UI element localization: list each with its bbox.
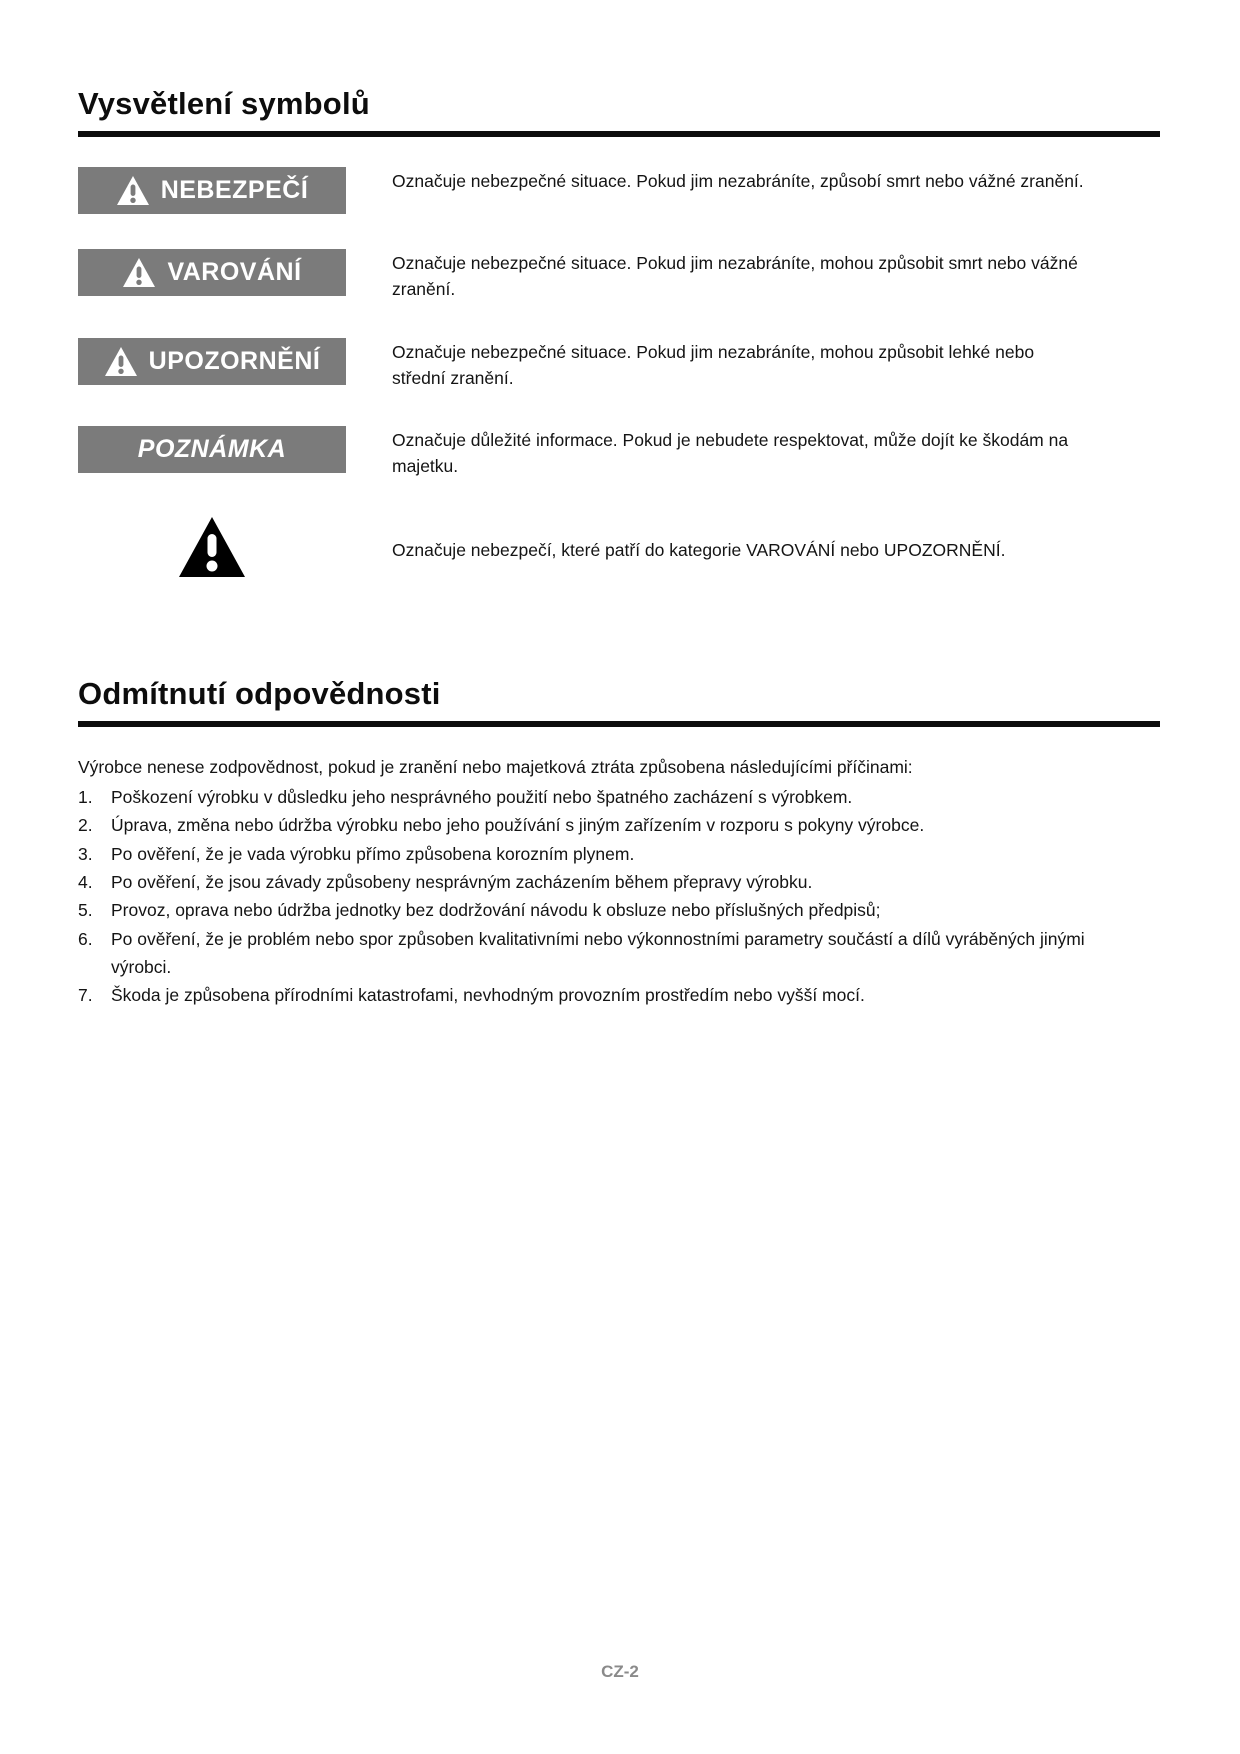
note-label: POZNÁMKA — [137, 435, 287, 463]
warning-triangle-icon — [122, 257, 156, 288]
symbols-list — [78, 167, 1160, 584]
danger-label: NEBEZPEČÍ — [160, 176, 309, 204]
list-item-text: Po ověření, že je problém nebo spor způsoben kvalitativními nebo výkonnostními parametry součástí a dílů vyráběných jinými výrobci. — [111, 928, 1085, 977]
caution-label: UPOZORNĚNÍ — [148, 346, 321, 375]
list-item — [78, 868, 1160, 896]
list-item — [78, 811, 1160, 839]
disclaimer-intro: Výrobce nenese zodpovědnost, pokud je zranění nebo majetková ztráta způsobena následujícími příčinami: — [78, 756, 913, 777]
list-item-number: 7. — [78, 985, 93, 1006]
list-item — [78, 981, 1160, 1009]
warning-label-box — [78, 249, 346, 296]
disclaimer-section — [78, 676, 1160, 1010]
caution-description: Označuje nebezpečné situace. Pokud jim nezabráníte, mohou způsobit lehké nebo střední zranění. — [392, 341, 1035, 388]
list-item-number: 1. — [78, 786, 93, 807]
big-symbol-cell — [78, 515, 346, 584]
warning-description: Označuje nebezpečné situace. Pokud jim nezabráníte, mohou způsobit smrt nebo vážné zranění. — [392, 253, 1078, 300]
disclaimer-body — [78, 753, 1160, 1010]
list-item — [78, 783, 1160, 811]
list-item-number: 4. — [78, 871, 93, 892]
list-item-number: 2. — [78, 815, 93, 836]
warning-triangle-icon — [116, 175, 150, 206]
list-item-text: Škoda je způsobena přírodními katastrofami, nevhodným provozním prostředím nebo vyšší mocí. — [111, 985, 865, 1006]
danger-label-box — [78, 167, 346, 214]
symbols-section-title: Vysvětlení symbolů — [78, 86, 1160, 137]
symbol-row-note — [78, 426, 1160, 480]
disclaimer-section-title: Odmítnutí odpovědnosti — [78, 676, 1160, 727]
list-item-text: Po ověření, že je vada výrobku přímo způsobena korozním plynem. — [111, 843, 635, 864]
symbol-row-caution — [78, 338, 1160, 392]
warning-triangle-icon — [104, 346, 138, 377]
danger-description: Označuje nebezpečné situace. Pokud jim nezabráníte, způsobí smrt nebo vážné zranění. — [392, 171, 1084, 191]
list-item-number: 3. — [78, 843, 93, 864]
list-item-number: 6. — [78, 928, 93, 949]
warning-label: VAROVÁNÍ — [167, 258, 302, 286]
list-item — [78, 925, 1160, 982]
symbol-row-generic-hazard — [78, 515, 1160, 584]
list-item — [78, 840, 1160, 868]
page-number: CZ-2 — [601, 1662, 639, 1681]
warning-triangle-icon — [177, 515, 247, 584]
note-label-box — [78, 426, 346, 473]
symbol-row-warning — [78, 249, 1160, 303]
list-item-text: Po ověření, že jsou závady způsobeny nesprávným zacházením během přepravy výrobku. — [111, 871, 813, 892]
caution-label-box — [78, 338, 346, 385]
symbol-row-danger — [78, 167, 1160, 214]
note-description: Označuje důležité informace. Pokud je nebudete respektovat, může dojít ke škodám na majetku. — [392, 430, 1069, 477]
list-item-text: Úprava, změna nebo údržba výrobku nebo jeho používání s jiným zařízením v rozporu s pokyny výrobce. — [111, 815, 925, 836]
list-item-text: Poškození výrobku v důsledku jeho nesprávného použití nebo špatného zacházení s výrobkem. — [111, 786, 853, 807]
generic-hazard-description: Označuje nebezpečí, které patří do kategorie VAROVÁNÍ nebo UPOZORNĚNÍ. — [392, 539, 1006, 560]
list-item — [78, 896, 1160, 924]
list-item-number: 5. — [78, 900, 93, 921]
list-item-text: Provoz, oprava nebo údržba jednotky bez dodržování návodu k obsluze nebo příslušných předpisů; — [111, 900, 881, 921]
